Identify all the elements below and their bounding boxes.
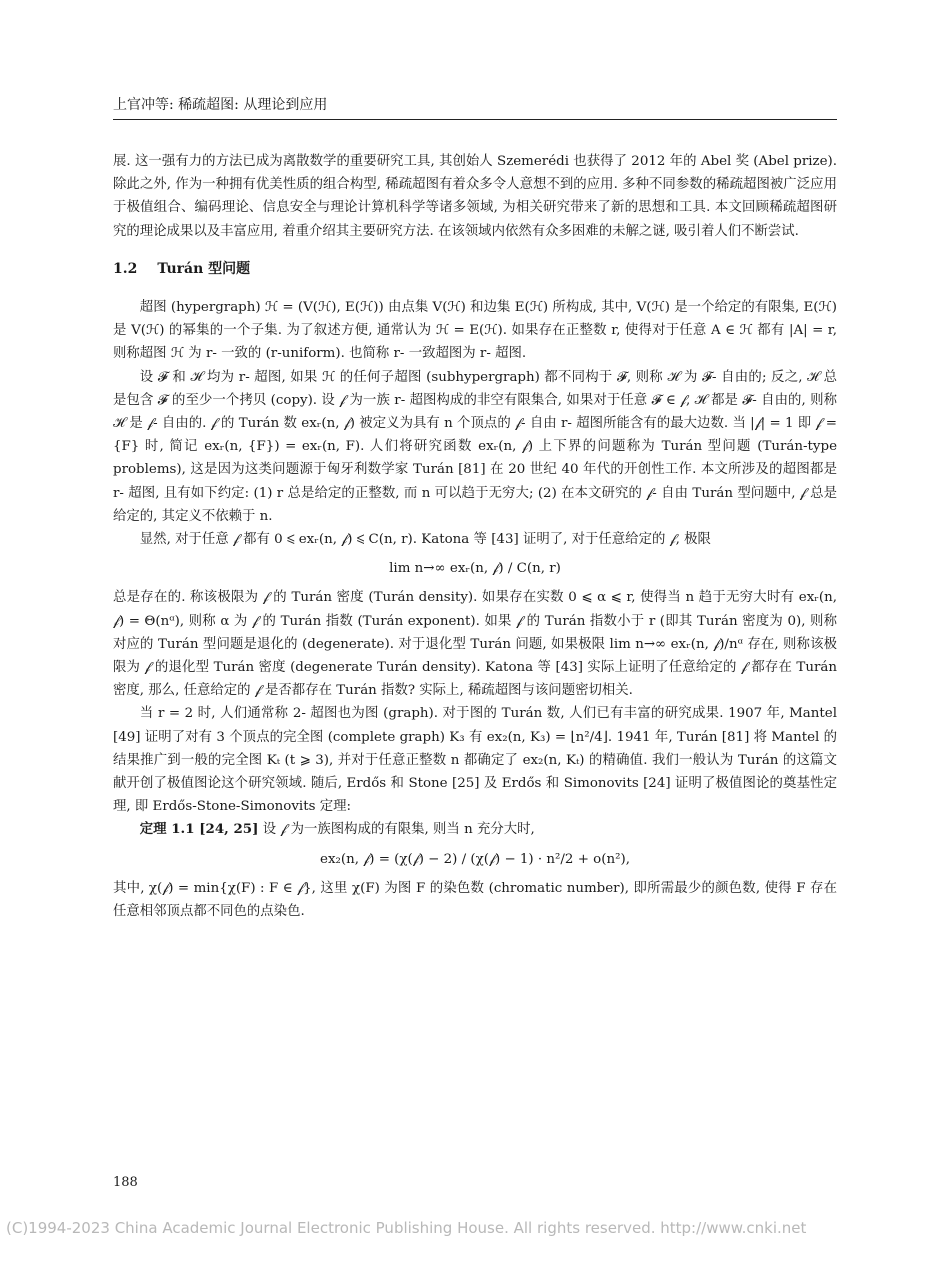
formula-ess: ex₂(n, 𝒻) = (χ(𝒻) − 2) / (χ(𝒻) − 1) · n²/2 + o(n²), (320, 851, 630, 867)
section-title: Turán 型问题 (157, 260, 251, 277)
paragraph-2: 设 𝓕 和 ℋ 均为 r- 超图, 如果 ℋ 的任何子超图 (subhypergraph) 都不同构于 𝓕, 则称 ℋ 为 𝓕- 自由的; 反之, ℋ 总是包含 𝓕 的至少一个拷贝 (copy). 设 𝒻 为一族 r- 超图构成的非空有限集合, 如果对于任意 𝓕 ∈ 𝒻, ℋ 都是 𝓕- 自由的, 则称 ℋ 是 𝒻- 自由的. 𝒻 的 Turán 数 exᵣ(n, 𝒻) 被定义为具有 n 个顶点的 𝒻- 自由 r- 超图所能含有的最大边数. 当 |𝒻| = 1 即 𝒻 = {F} 时, 简记 exᵣ(n, {F}) = exᵣ(n, F). 人们将研究函数 exᵣ(n, 𝒻) 上下界的问题称为 Turán 型问题 (Turán-type problems), 这是因为这类问题源于匈牙利数学家 Turán [81] 在 20 世纪 40 年代的开创性工作. 本文所涉及的超图都是 r- 超图, 且有如下约定: (1) r 总是给定的正整数, 而 n 可以趋于无穷大; (2) 在本文研究的 𝒻- 自由 Turán 型问题中, 𝒻 总是给定的, 其定义不依赖于 n. (113, 369, 837, 524)
paragraph-5: 当 r = 2 时, 人们通常称 2- 超图也为图 (graph). 对于图的 Turán 数, 人们已有丰富的研究成果. 1907 年, Mantel [49] 证明了对有 3 个顶点的完全图 (complete graph) K₃ 有 ex₂(n, K₃) = ⌊n²/4⌋. 1941 年, Turán [81] 将 Mantel 的结果推广到一般的完全图 Kₜ (t ⩾ 3), 并对于任意正整数 n 都确定了 ex₂(n, Kₜ) 的精确值. 我们一般认为 Turán 的这篇文献开创了极值图论这个研究领域. 随后, Erdős 和 Stone [25] 及 Erdős 和 Simonovits [24] 证明了极值图论的奠基性定理, 即 Erdős-Stone-Simonovits 定理: (113, 706, 837, 815)
formula-limit: lim n→∞ exᵣ(n, 𝒻) / C(n, r) (389, 561, 561, 577)
paragraph-6: 其中, χ(𝒻) = min{χ(F) : F ∈ 𝒻}, 这里 χ(F) 为图 F 的染色数 (chromatic number), 即所需最少的颜色数, 使得 F 存在任意相邻顶点都不同色的点染色. (113, 880, 837, 920)
paragraph-4: 总是存在的. 称该极限为 𝒻 的 Turán 密度 (Turán density). 如果存在实数 0 ⩽ α ⩽ r, 使得当 n 趋于无穷大时有 exᵣ(n, 𝒻) = Θ(nᵅ), 则称 α 为 𝒻 的 Turán 指数 (Turán exponent). 如果 𝒻 的 Turán 指数小于 r (即其 Turán 密度为 0), 则称对应的 Turán 型问题是退化的 (degenerate). 对于退化型 Turán 问题, 如果极限 lim n→∞ exᵣ(n, 𝒻)/nᵅ 存在, 则称该极限为 𝒻 的退化型 Turán 密度 (degenerate Turán density). Katona 等 [43] 实际上证明了任意给定的 𝒻 都存在 Turán 密度, 那么, 任意给定的 𝒻 是否都存在 Turán 指数? 实际上, 稀疏超图与该问题密切相关. (113, 590, 837, 699)
copyright-notice: (C)1994-2023 China Academic Journal Electronic Publishing House. All rights reserved. http://www.cnki.net (6, 1219, 807, 1237)
running-header: 上官冲等: 稀疏超图: 从理论到应用 (113, 97, 328, 113)
section-number: 1.2 (113, 260, 138, 277)
theorem-text: 设 𝒻 为一族图构成的有限集, 则当 n 充分大时, (262, 822, 535, 838)
header-rule (113, 119, 837, 120)
theorem (113, 818, 837, 841)
page-number: 188 (113, 1175, 138, 1190)
section-heading (113, 258, 837, 281)
theorem-label: 定理 1.1 [24, 25] (139, 821, 259, 838)
paragraph-1: 超图 (hypergraph) ℋ = (V(ℋ), E(ℋ)) 由点集 V(ℋ) 和边集 E(ℋ) 所构成, 其中, V(ℋ) 是一个给定的有限集, E(ℋ) 是 V(ℋ) 的幂集的一个子集. 为了叙述方便, 通常认为 ℋ = E(ℋ). 如果存在正整数 r, 使得对于任意 A ∈ ℋ 都有 |A| = r, 则称超图 ℋ 为 r- 一致的 (r-uniform). 也简称 r- 一致超图为 r- 超图. (113, 300, 837, 362)
body-text (113, 150, 837, 923)
paragraph-intro: 展. 这一强有力的方法已成为离散数学的重要研究工具, 其创始人 Szemerédi 也获得了 2012 年的 Abel 奖 (Abel prize). 除此之外, 作为一种拥有优美性质的组合构型, 稀疏超图有着众多令人意想不到的应用. 多种不同参数的稀疏超图被广泛应用于极值组合、编码理论、信息安全与理论计算机科学等诸多领域, 为相关研究带来了新的思想和工具. 本文回顾稀疏超图研究的理论成果以及丰富应用, 着重介绍其主要研究方法. 在该领域内依然有众多困难的未解之谜, 吸引着人们不断尝试. (113, 154, 837, 239)
paragraph-3: 显然, 对于任意 𝒻 都有 0 ⩽ exᵣ(n, 𝒻) ⩽ C(n, r). Katona 等 [43] 证明了, 对于任意给定的 𝒻, 极限 (139, 532, 711, 548)
